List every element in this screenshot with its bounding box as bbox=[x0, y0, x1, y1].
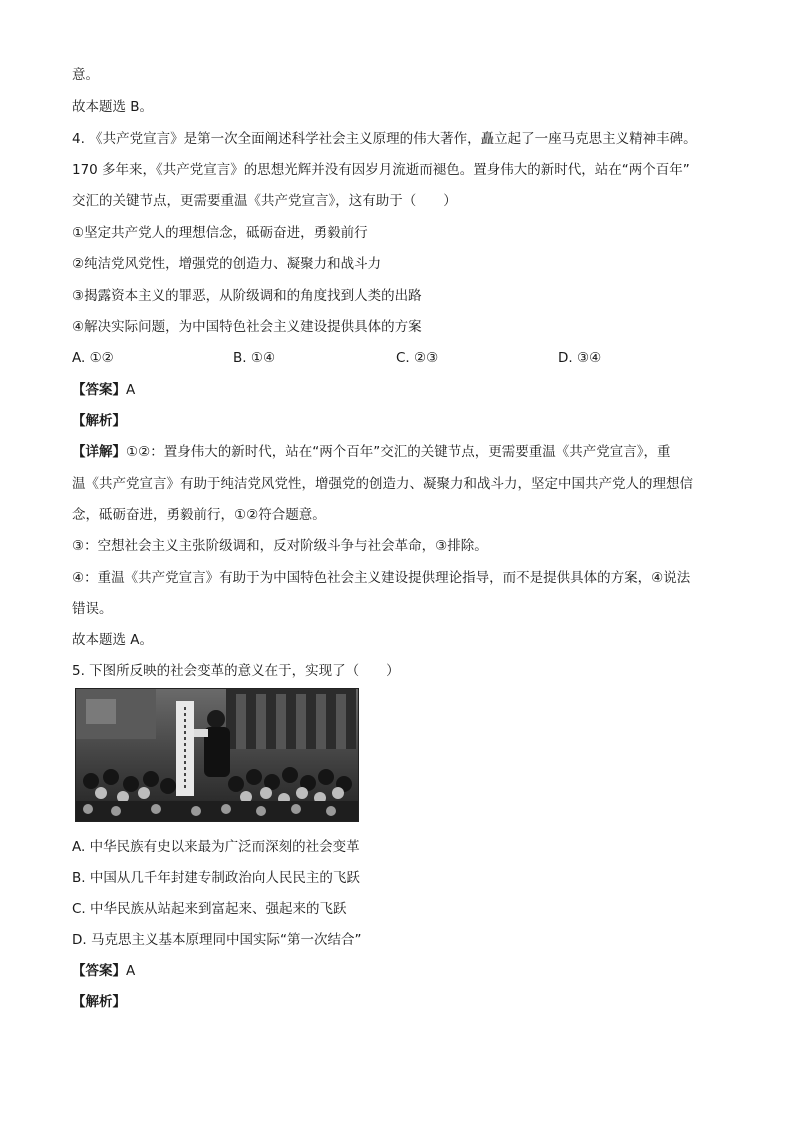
q5-option-d: D. 马克思主义基本原理同中国实际“第一次结合” bbox=[72, 932, 362, 948]
answer-line bbox=[72, 962, 135, 980]
q4-option-b: B. ①④ bbox=[233, 350, 276, 366]
answer-line bbox=[72, 381, 135, 399]
q4-option-a: A. ①② bbox=[72, 350, 114, 366]
detail-line: 温《共产党宣言》有助于纯洁党风党性，增强党的创造力、凝聚力和战斗力，坚定中国共产党人的理想信 bbox=[72, 476, 693, 492]
answer-value: A bbox=[126, 382, 136, 398]
text-line: 故本题选 B。 bbox=[72, 99, 154, 115]
analysis-tag bbox=[72, 412, 126, 430]
analysis-tag bbox=[72, 993, 126, 1011]
detail-line: 错误。 bbox=[72, 601, 113, 617]
question-4-stem: 4. 《共产党宣言》是第一次全面阐述科学社会主义原理的伟大著作，矗立起了一座马克思主义精神丰碑。 bbox=[72, 131, 697, 147]
statement-4: ④解决实际问题，为中国特色社会主义建设提供具体的方案 bbox=[72, 319, 422, 335]
question-5-stem: 5. 下图所反映的社会变革的意义在于，实现了（ ） bbox=[72, 663, 400, 679]
q5-option-a: A. 中华民族有史以来最为广泛而深刻的社会变革 bbox=[72, 839, 360, 855]
question-4-stem: 170 多年来，《共产党宣言》的思想光辉并没有因岁月流逝而褪色。置身伟大的新时代，站在“两个百年” bbox=[72, 162, 690, 178]
detail-line: ③：空想社会主义主张阶级调和，反对阶级斗争与社会革命，③排除。 bbox=[72, 538, 488, 554]
answer-tag: 【答案】 bbox=[72, 382, 126, 398]
text-line: 意。 bbox=[72, 67, 99, 83]
q5-option-b: B. 中国从几千年封建专制政治向人民民主的飞跃 bbox=[72, 870, 360, 886]
statement-3: ③揭露资本主义的罪恶，从阶级调和的角度找到人类的出路 bbox=[72, 288, 422, 304]
answer-tag: 【答案】 bbox=[72, 963, 126, 979]
statement-2: ②纯洁党风党性，增强党的创造力、凝聚力和战斗力 bbox=[72, 256, 382, 272]
analysis-label: 【解析】 bbox=[72, 994, 126, 1010]
detail-line: ④：重温《共产党宣言》有助于为中国特色社会主义建设提供理论指导，而不是提供具体的方案，④说法 bbox=[72, 570, 691, 586]
question-4-stem: 交汇的关键节点，更需要重温《共产党宣言》，这有助于（ ） bbox=[72, 193, 457, 209]
detail-tag: 【详解】 bbox=[72, 444, 126, 460]
detail-text: ①②：置身伟大的新时代，站在“两个百年”交汇的关键节点，更需要重温《共产党宣言》，重 bbox=[126, 444, 671, 460]
q5-option-c: C. 中华民族从站起来到富起来、强起来的飞跃 bbox=[72, 901, 347, 917]
historical-photo bbox=[75, 688, 359, 822]
q4-option-c: C. ②③ bbox=[396, 350, 439, 366]
detail-line: 念，砥砺奋进，勇毅前行，①②符合题意。 bbox=[72, 507, 326, 523]
q4-option-d: D. ③④ bbox=[558, 350, 602, 366]
analysis-label: 【解析】 bbox=[72, 413, 126, 429]
conclusion-line: 故本题选 A。 bbox=[72, 632, 154, 648]
answer-value: A bbox=[126, 963, 136, 979]
statement-1: ①坚定共产党人的理想信念，砥砺奋进，勇毅前行 bbox=[72, 225, 368, 241]
detail-line bbox=[72, 443, 670, 461]
